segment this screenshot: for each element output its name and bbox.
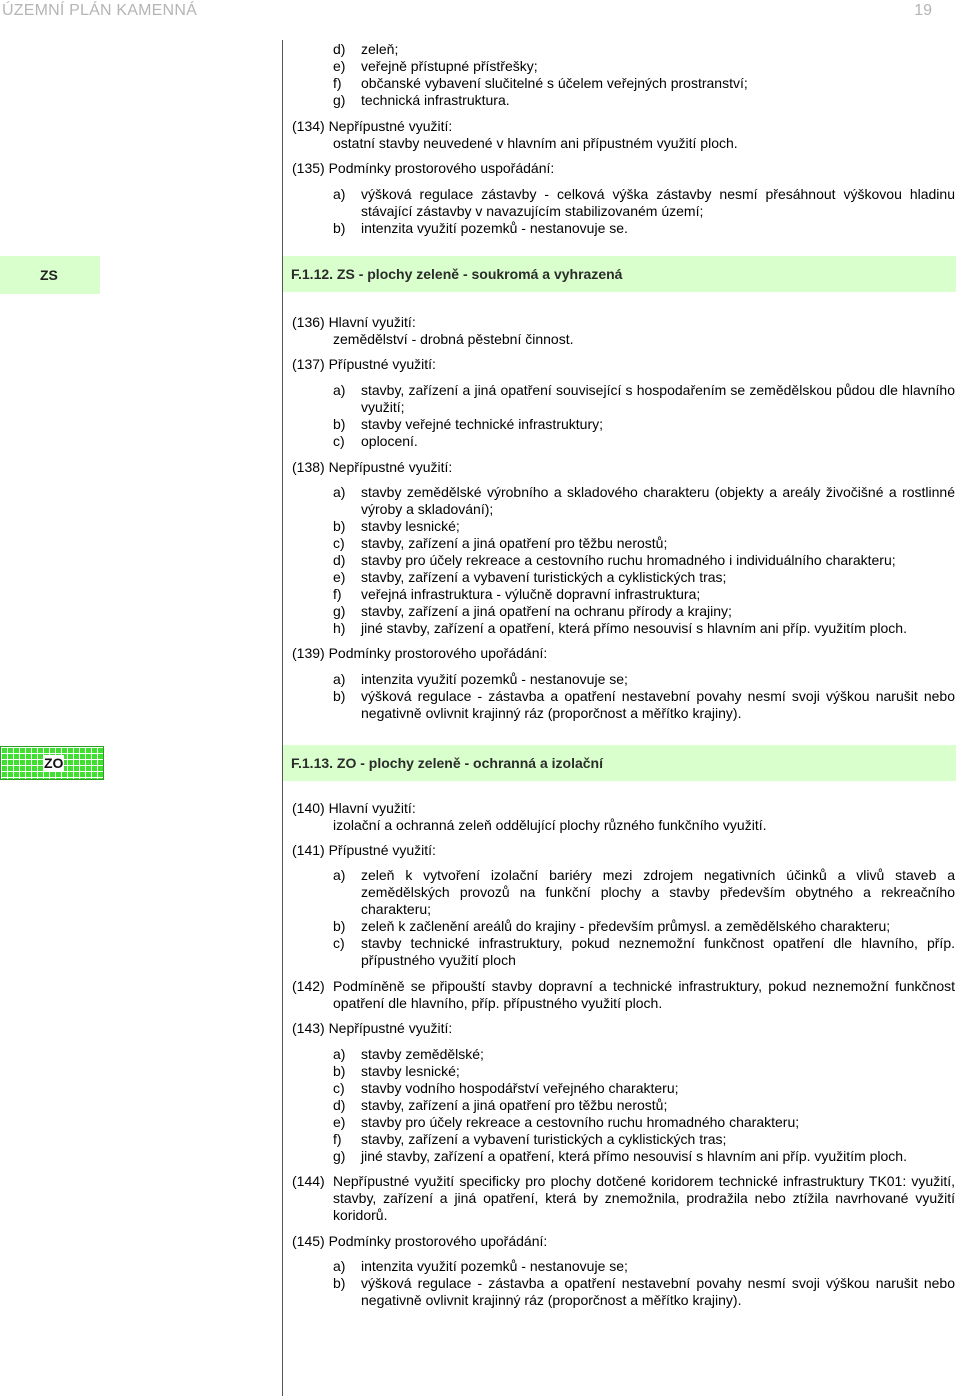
- column-divider: [282, 40, 283, 1396]
- list-item: d) stavby pro účely rekreace a cestovního ruchu hromadného i individuálního charakteru;: [333, 552, 896, 568]
- list-item: e) veřejně přístupné přístřešky;: [333, 58, 538, 74]
- list-item: h) jiné stavby, zařízení a opatření, která přímo nesouvisí s hlavním ani příp. využitím ploch.: [333, 620, 907, 636]
- paragraph: (142) Podmíněně se připouští stavby dopravní a technické infrastruktury, pokud neznemožní funkčnost opatření dle hlavního, příp. přípustného využití ploch.: [292, 978, 955, 1011]
- page-header: [0, 0, 960, 26]
- paragraph-heading: (139) Podmínky prostorového upořádání:: [292, 645, 548, 661]
- paragraph-heading: (143) Nepřípustné využití:: [292, 1020, 453, 1036]
- list-item: c) stavby, zařízení a jiná opatření pro těžbu nerostů;: [333, 535, 668, 551]
- list-item: f) stavby, zařízení a vybavení turistických a cyklistických tras;: [333, 1131, 727, 1147]
- paragraph-heading: (134) Nepřípustné využití:: [292, 118, 453, 134]
- paragraph-heading: (136) Hlavní využití:: [292, 314, 416, 330]
- list-item: b) zeleň k začlenění areálů do krajiny - především průmysl. a zemědělského charakteru;: [333, 918, 891, 934]
- document-title: ÚZEMNÍ PLÁN KAMENNÁ: [2, 2, 197, 19]
- section-heading-band: [283, 256, 956, 292]
- paragraph-heading: (135) Podmínky prostorového uspořádání:: [292, 160, 555, 176]
- list-item: c) oplocení.: [333, 433, 418, 449]
- list-item: b) stavby lesnické;: [333, 518, 460, 534]
- paragraph-text: izolační a ochranná zeleň oddělující plochy různého funkčního využití.: [333, 817, 767, 833]
- list-item: d) zeleň;: [333, 41, 399, 57]
- list-item: e) stavby, zařízení a vybavení turistických a cyklistických tras;: [333, 569, 727, 585]
- zone-code-zo: ZO: [0, 746, 104, 780]
- list-item: a) intenzita využití pozemků - nestanovuje se;: [333, 671, 628, 687]
- paragraph: (144) Nepřípustné využití specificky pro plochy dotčené koridorem technické infrastruktury TK01: využití, stavby, zařízení a jiná opatření, která by znemožnila, prodražila nebo ztížila navrhované využití koridorů.: [292, 1173, 955, 1223]
- paragraph-text: zemědělství - drobná pěstební činnost.: [333, 331, 574, 347]
- zone-code-zs: ZS: [0, 256, 100, 294]
- section-heading: F.1.13. ZO - plochy zeleně - ochranná a izolační: [291, 755, 603, 771]
- list-item: b) výšková regulace - zástavba a opatření nestavební povahy nesmí svoji výškou narušit nebo negativně ovlivnit krajinný ráz (proporčnost a měřítko krajiny).: [333, 688, 955, 721]
- list-item: b) stavby veřejné technické infrastruktury;: [333, 416, 603, 432]
- paragraph-heading: (140) Hlavní využití:: [292, 800, 416, 816]
- list-item: a) zeleň k vytvoření izolační bariéry mezi zdrojem negativních účinků a vlivů staveb a zemědělských provozů na funkční plochy a stavby především obytného a rekreačního charakteru;: [333, 867, 955, 917]
- list-item: g) technická infrastruktura.: [333, 92, 510, 108]
- list-item: d) stavby, zařízení a jiná opatření pro těžbu nerostů;: [333, 1097, 668, 1113]
- paragraph-heading: (137) Přípustné využití:: [292, 356, 436, 372]
- list-item: b) stavby lesnické;: [333, 1063, 460, 1079]
- list-item: c) stavby technické infrastruktury, pokud neznemožní funkčnost opatření dle hlavního, příp. přípustného využití ploch: [333, 935, 955, 968]
- list-item: f) občanské vybavení slučitelné s účelem veřejných prostranství;: [333, 75, 748, 91]
- list-item: f) veřejná infrastruktura - výlučně dopravní infrastruktura;: [333, 586, 701, 602]
- list-item: a) stavby zemědělské výrobního a skladového charakteru (objekty a areály živočišné a rostlinné výroby a skladování);: [333, 484, 955, 517]
- list-item: e) stavby pro účely rekreace a cestovního ruchu hromadného charakteru;: [333, 1114, 800, 1130]
- list-item: a) intenzita využití pozemků - nestanovuje se;: [333, 1258, 628, 1274]
- section-heading-band: [283, 745, 956, 781]
- section-heading: F.1.12. ZS - plochy zeleně - soukromá a vyhrazená: [291, 266, 623, 282]
- paragraph-heading: (145) Podmínky prostorového upořádání:: [292, 1233, 548, 1249]
- list-item: g) jiné stavby, zařízení a opatření, která přímo nesouvisí s hlavním ani příp. využitím ploch.: [333, 1148, 907, 1164]
- list-item: a) výšková regulace zástavby - celková výška zástavby nesmí přesáhnout výškovou hladinu stávající zástavby v navazujícím stabilizovaném území;: [333, 186, 955, 219]
- list-item: c) stavby vodního hospodářství veřejného charakteru;: [333, 1080, 679, 1096]
- list-item: g) stavby, zařízení a jiná opatření na ochranu přírody a krajiny;: [333, 603, 732, 619]
- paragraph-heading: (141) Přípustné využití:: [292, 842, 436, 858]
- list-item: a) stavby zemědělské;: [333, 1046, 484, 1062]
- paragraph-text: ostatní stavby neuvedené v hlavním ani přípustném využití ploch.: [333, 135, 738, 151]
- list-item: b) intenzita využití pozemků - nestanovuje se.: [333, 220, 628, 236]
- list-item: b) výšková regulace - zástavba a opatření nestavební povahy nesmí svoji výškou narušit nebo negativně ovlivnit krajinný ráz (proporčnost a měřítko krajiny).: [333, 1275, 955, 1308]
- paragraph-heading: (138) Nepřípustné využití:: [292, 459, 453, 475]
- list-item: a) stavby, zařízení a jiná opatření související s hospodařením se zemědělskou půdou dle hlavního využití;: [333, 382, 955, 415]
- page-number: 19: [914, 2, 932, 19]
